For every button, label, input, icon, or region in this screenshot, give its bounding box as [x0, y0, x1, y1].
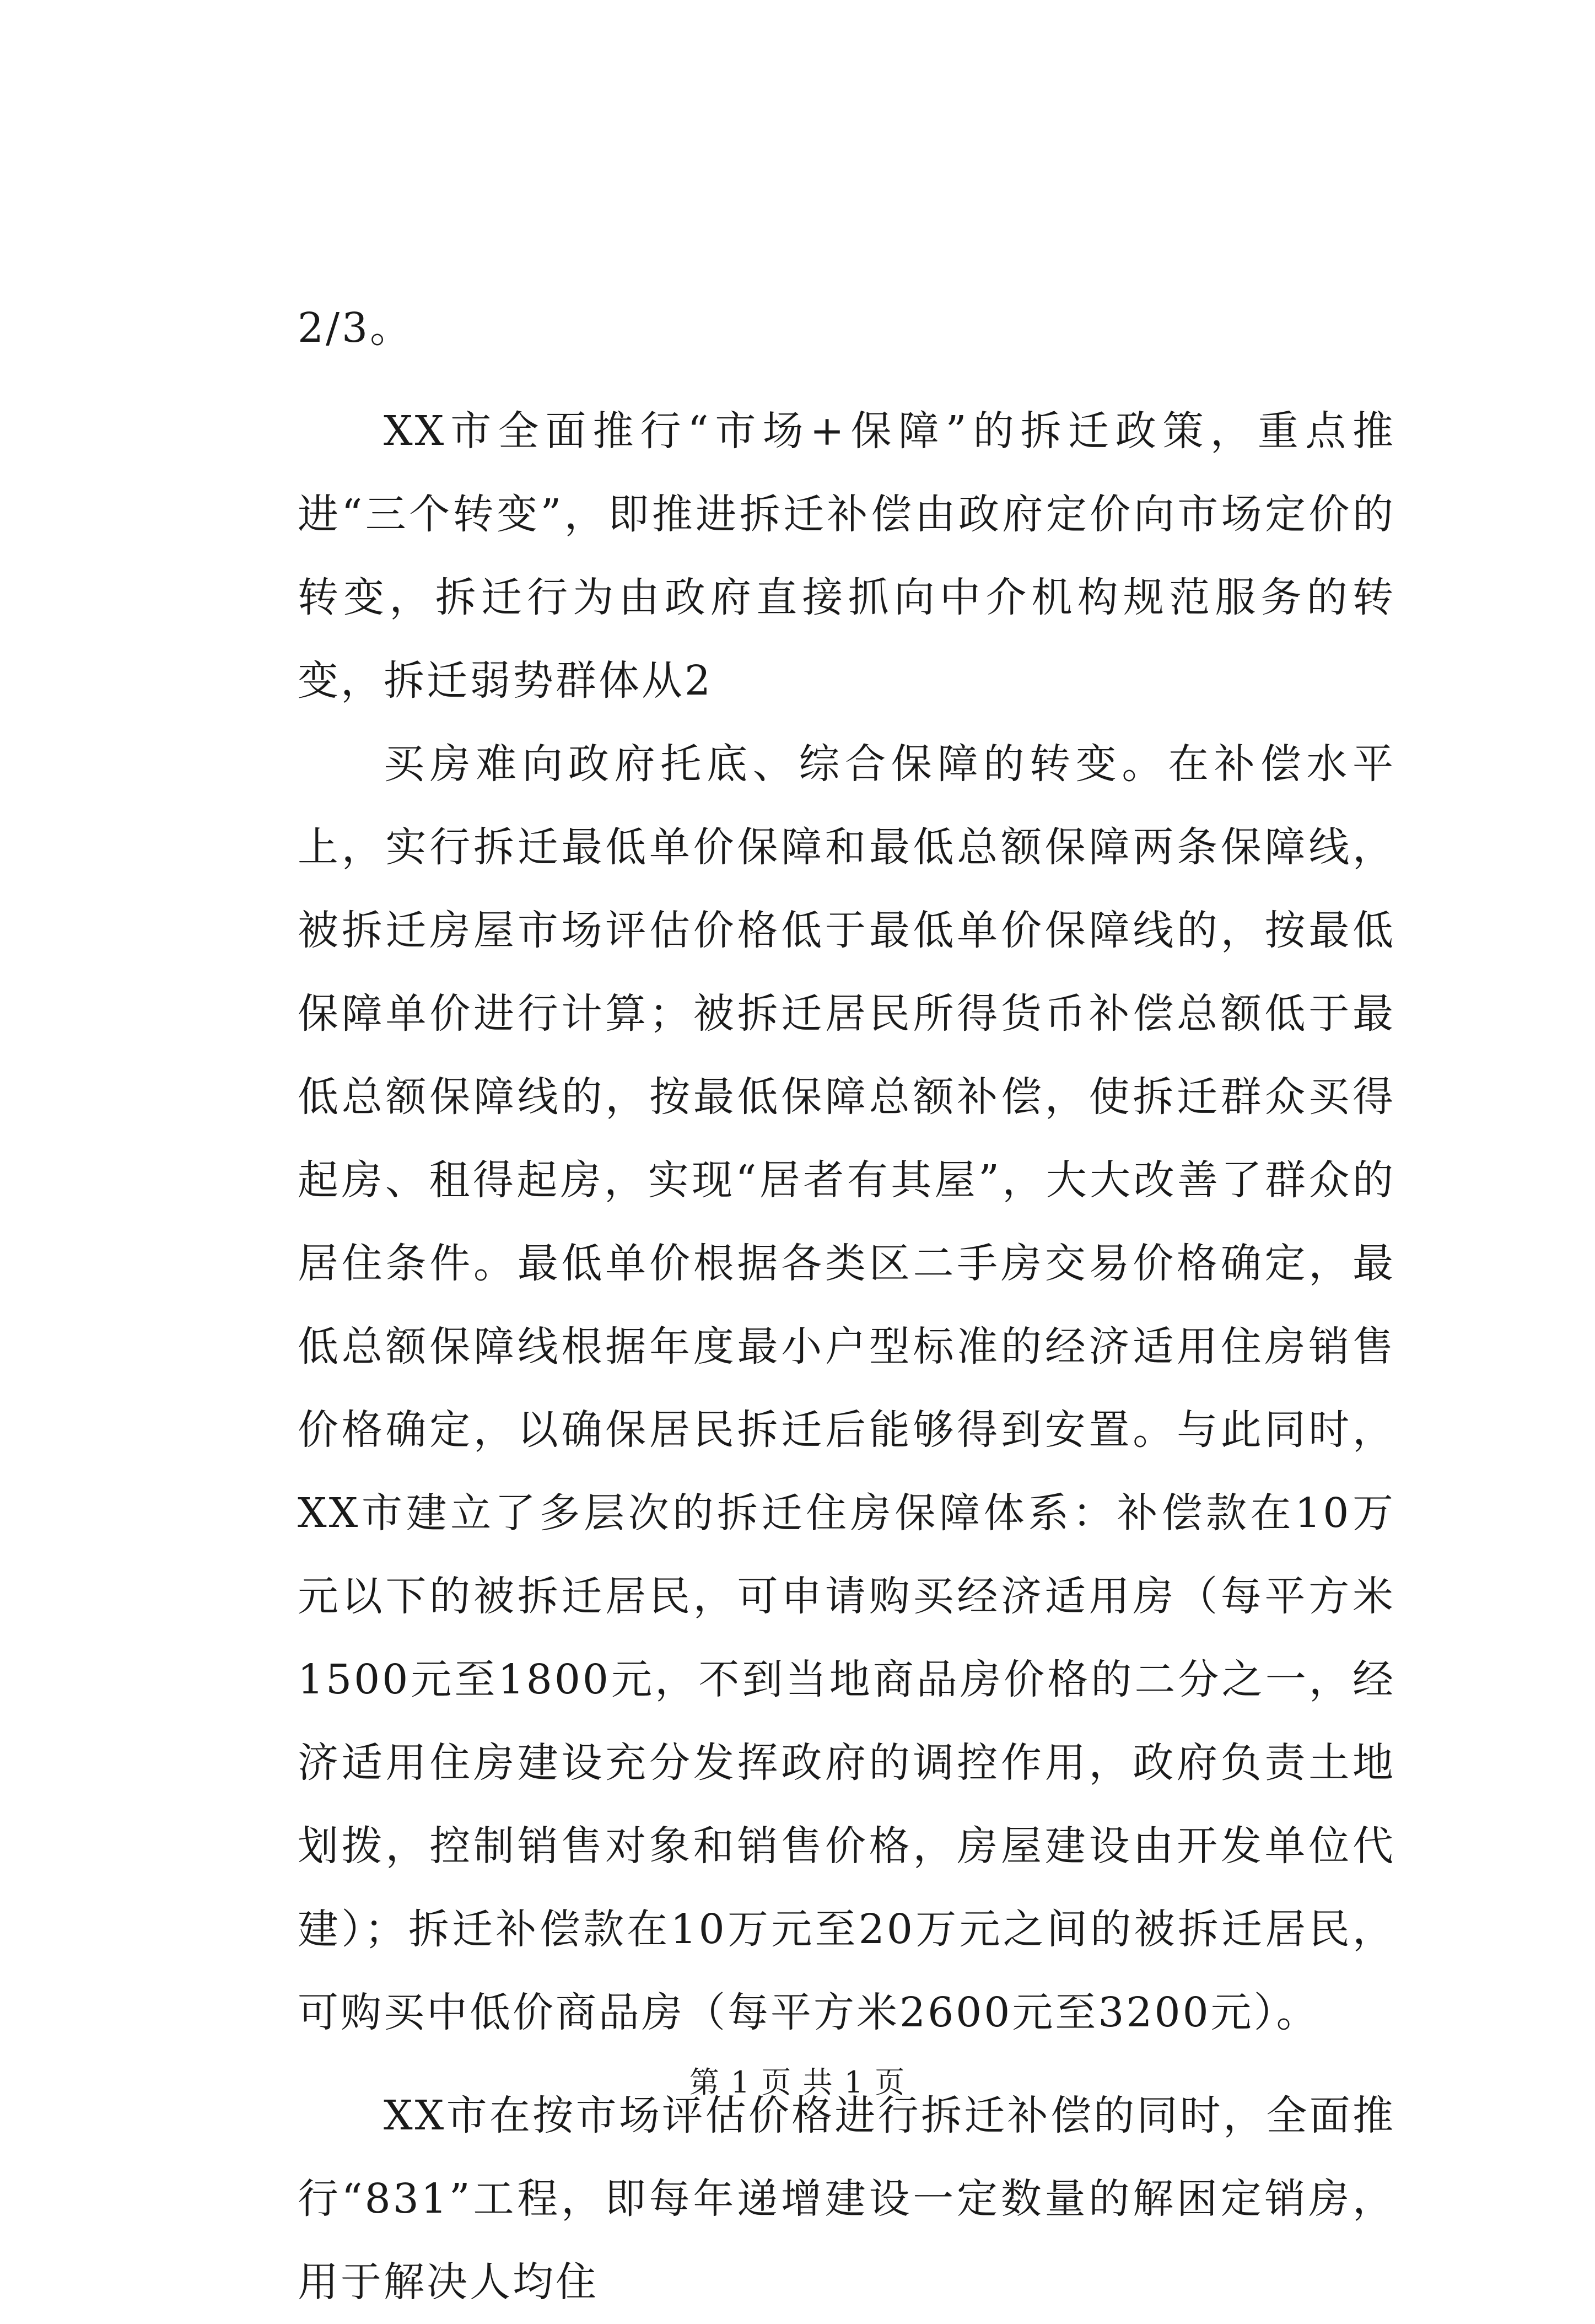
page-number-footer: 第 1 页 共 1 页	[689, 2065, 906, 2100]
document-body	[298, 287, 1395, 2324]
paragraph-1: 2/3。	[298, 304, 413, 352]
paragraph-3: 买房难向政府托底、综合保障的转变。在补偿水平上，实行拆迁最低单价保障和最低总额保障两条保障线，被拆迁房屋市场评估价格低于最低单价保障线的，按最低保障单价进行计算；被拆迁居民所得货币补偿总额低于最低总额保障线的，按最低保障总额补偿，使拆迁群众买得起房、租得起房，实现“居者有其屋”，大大改善了群众的居住条件。最低单价根据各类区二手房交易价格确定，最低总额保障线根据年度最小户型标准的经济适用住房销售价格确定，以确保居民拆迁后能够得到安置。与此同时，XX市建立了多层次的拆迁住房保障体系：补偿款在10万元以下的被拆迁居民，可申请购买经济适用房（每平方米1500元至1800元，不到当地商品房价格的二分之一，经济适用住房建设充分发挥政府的调控作用，政府负责土地划拨，控制销售对象和销售价格，房屋建设由开发单位代建）；拆迁补偿款在10万元至20万元之间的被拆迁居民，可购买中低价商品房（每平方米2600元至3200元）。	[298, 740, 1395, 2036]
paragraph-2: XX市全面推行“市场+保障”的拆迁政策，重点推进“三个转变”，即推进拆迁补偿由政府定价向市场定价的转变，拆迁行为由政府直接抓向中介机构规范服务的转变，拆迁弱势群体从2	[298, 407, 1395, 704]
paragraph-4: XX市在按市场评估价格进行拆迁补偿的同时，全面推行“831”工程，即每年递增建设一定数量的解困定销房，用于解决人均住	[298, 2092, 1395, 2306]
